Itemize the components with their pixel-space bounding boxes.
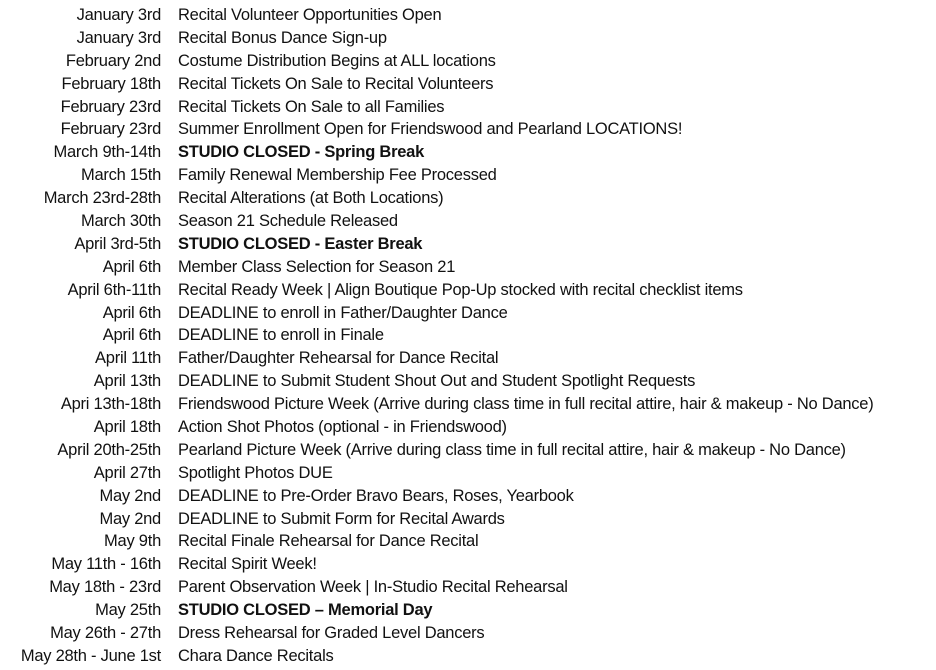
schedule-date: March 9th-14th [53, 143, 161, 162]
schedule-event: Recital Finale Rehearsal for Dance Recital [178, 532, 479, 551]
schedule-event: Recital Alterations (at Both Locations) [178, 189, 444, 208]
schedule-date: April 3rd-5th [74, 234, 161, 253]
schedule-date: April 13th [93, 372, 161, 391]
schedule-row [0, 530, 936, 553]
schedule-date: March 15th [80, 166, 161, 185]
schedule-event: Father/Daughter Rehearsal for Dance Recital [178, 349, 499, 368]
schedule-row [0, 27, 936, 50]
schedule-row [0, 462, 936, 485]
schedule-date: May 11th - 16th [51, 555, 161, 574]
schedule-event: STUDIO CLOSED – Memorial Day [178, 601, 433, 620]
schedule-event: Parent Observation Week | In-Studio Recital Rehearsal [178, 578, 568, 597]
recital-schedule [0, 4, 936, 668]
schedule-row [0, 164, 936, 187]
schedule-row [0, 187, 936, 210]
schedule-row [0, 416, 936, 439]
schedule-event: Spotlight Photos DUE [178, 463, 333, 482]
schedule-date: April 6th [102, 326, 161, 345]
schedule-date: May 2nd [99, 509, 161, 528]
schedule-event: Family Renewal Membership Fee Processed [178, 166, 497, 185]
schedule-event: STUDIO CLOSED - Spring Break [178, 143, 425, 162]
schedule-date: April 6th [102, 257, 161, 276]
schedule-date: April 27th [93, 463, 161, 482]
schedule-date: March 30th [80, 212, 161, 231]
schedule-date: May 25th [95, 601, 161, 620]
schedule-event: Chara Dance Recitals [178, 646, 334, 665]
schedule-date: May 9th [104, 532, 161, 551]
schedule-row [0, 279, 936, 302]
schedule-date: April 20th-25th [57, 440, 161, 459]
schedule-event: Dress Rehearsal for Graded Level Dancers [178, 624, 485, 643]
schedule-date: May 18th - 23rd [49, 578, 161, 597]
schedule-date: May 2nd [99, 486, 161, 505]
schedule-date: February 23rd [60, 120, 161, 139]
schedule-date: May 28th - June 1st [20, 646, 161, 665]
schedule-event: DEADLINE to Submit Form for Recital Awards [178, 509, 505, 528]
schedule-row [0, 233, 936, 256]
schedule-date: Apri 13th-18th [60, 395, 161, 414]
schedule-event: Recital Spirit Week! [178, 555, 317, 574]
schedule-row [0, 50, 936, 73]
schedule-event: Recital Tickets On Sale to all Families [178, 97, 445, 116]
schedule-event: Recital Volunteer Opportunities Open [178, 6, 442, 24]
schedule-event: DEADLINE to Submit Student Shout Out and Student Spotlight Requests [178, 372, 696, 391]
schedule-date: January 3rd [76, 28, 161, 47]
schedule-event: Action Shot Photos (optional - in Friendswood) [178, 418, 507, 437]
schedule-row [0, 324, 936, 347]
schedule-row [0, 439, 936, 462]
schedule-event: DEADLINE to enroll in Father/Daughter Dance [178, 303, 508, 322]
schedule-row [0, 599, 936, 622]
schedule-row [0, 485, 936, 508]
schedule-row [0, 508, 936, 531]
schedule-date: May 26th - 27th [50, 624, 161, 643]
schedule-row [0, 210, 936, 233]
schedule-event: DEADLINE to Pre-Order Bravo Bears, Roses, Yearbook [178, 486, 574, 505]
schedule-date: February 23rd [60, 97, 161, 116]
schedule-row [0, 302, 936, 325]
schedule-date: March 23rd-28th [43, 189, 161, 208]
schedule-event: Friendswood Picture Week (Arrive during class time in full recital attire, hair & makeup - No Dance) [178, 395, 874, 414]
schedule-date: April 6th-11th [67, 280, 161, 299]
schedule-date: April 11th [95, 349, 161, 368]
schedule-event: Recital Tickets On Sale to Recital Volunteers [178, 74, 494, 93]
schedule-event: Recital Bonus Dance Sign-up [178, 28, 387, 47]
schedule-date: April 18th [93, 418, 161, 437]
schedule-date: February 2nd [65, 51, 161, 70]
schedule-event: STUDIO CLOSED - Easter Break [178, 234, 423, 253]
schedule-row [0, 4, 936, 27]
schedule-event: Pearland Picture Week (Arrive during class time in full recital attire, hair & makeup - No Dance) [178, 440, 846, 459]
schedule-row [0, 256, 936, 279]
schedule-row [0, 96, 936, 119]
schedule-date: February 18th [61, 74, 161, 93]
schedule-event: Costume Distribution Begins at ALL locations [178, 51, 496, 70]
schedule-row [0, 118, 936, 141]
schedule-row [0, 645, 936, 668]
schedule-date: April 6th [102, 303, 161, 322]
schedule-event: Season 21 Schedule Released [178, 212, 398, 231]
schedule-row [0, 393, 936, 416]
schedule-row [0, 141, 936, 164]
schedule-event: Recital Ready Week | Align Boutique Pop-Up stocked with recital checklist items [178, 280, 743, 299]
schedule-row [0, 73, 936, 96]
schedule-row [0, 576, 936, 599]
schedule-row [0, 553, 936, 576]
schedule-event: Member Class Selection for Season 21 [178, 257, 456, 276]
schedule-event: Summer Enrollment Open for Friendswood and Pearland LOCATIONS! [178, 120, 683, 139]
schedule-row [0, 347, 936, 370]
schedule-row [0, 622, 936, 645]
schedule-date: January 3rd [76, 6, 161, 24]
schedule-event: DEADLINE to enroll in Finale [178, 326, 384, 345]
schedule-row [0, 370, 936, 393]
